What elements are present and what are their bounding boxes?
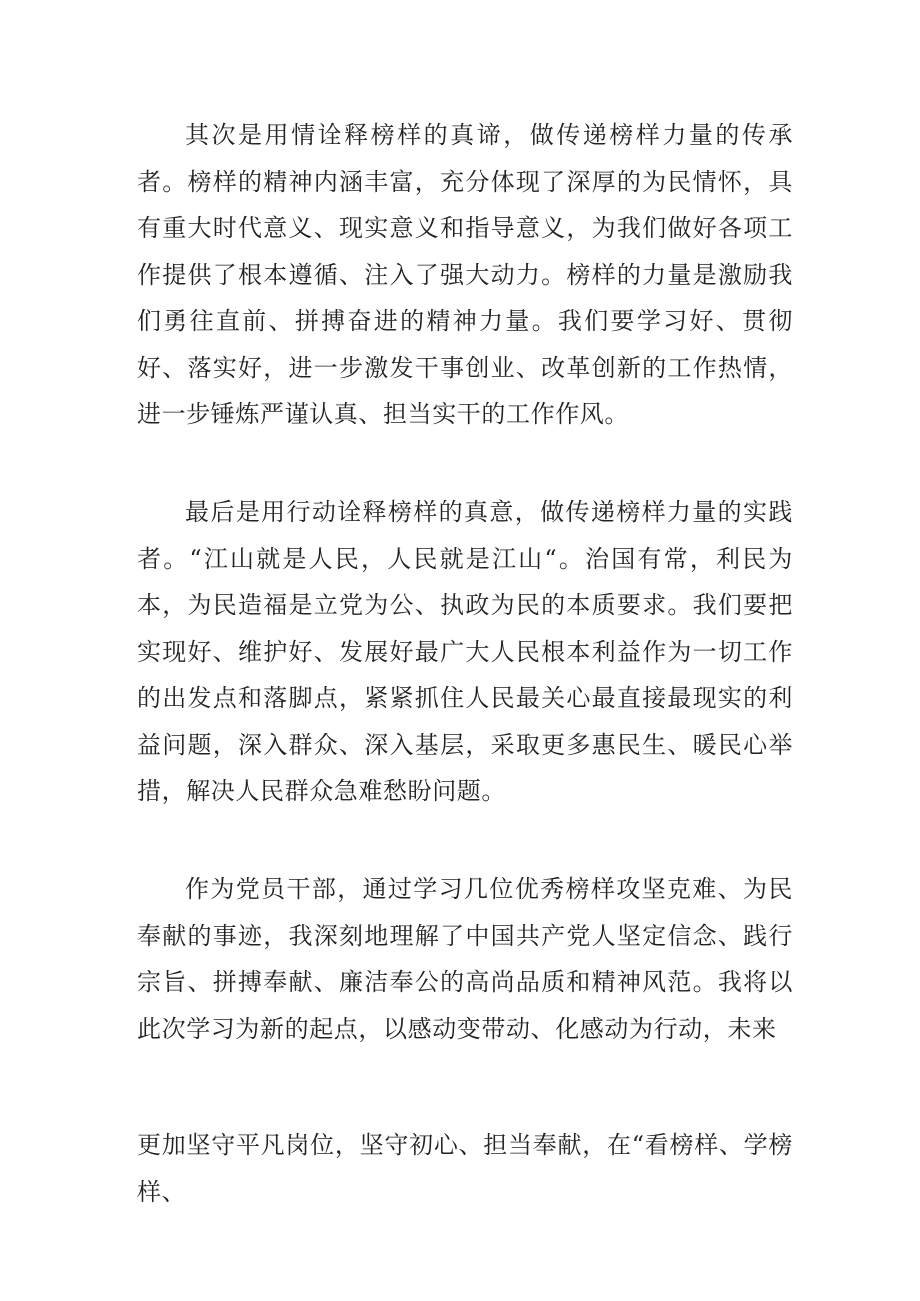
paragraph-continuation: 更加坚守平凡岗位，坚守初心、担当奉献，在“看榜样、学榜样、	[137, 1131, 793, 1206]
paragraph-party-member-reflection: 作为党员干部，通过学习几位优秀榜样攻坚克难、为民奉献的事迹，我深刻地理解了中国共产党人坚定信念、践行宗旨、拼搏奉献、廉洁奉公的高尚品质和精神风范。我将以此次学习为新的起点，以感动变带动、化感动为行动，未来	[137, 875, 793, 1043]
paragraph-example-inheritor: 其次是用情诠释榜样的真谛，做传递榜样力量的传承者。榜样的精神内涵丰富，充分体现了深厚的为民情怀，具有重大时代意义、现实意义和指导意义，为我们做好各项工作提供了根本遵循、注入了强大动力。榜样的力量是激励我们勇往直前、拼搏奋进的精神力量。我们要学习好、贯彻好、落实好，进一步激发干事创业、改革创新的工作热情，进一步锤炼严谨认真、担当实干的工作作风。	[137, 121, 793, 428]
paragraph-example-practitioner: 最后是用行动诠释榜样的真意，做传递榜样力量的实践者。“江山就是人民，人民就是江山“。治国有常，利民为本，为民造福是立党为公、执政为民的本质要求。我们要把实现好、维护好、发展好最广大人民根本利益作为一切工作的出发点和落脚点，紧紧抓住人民最关心最直接最现实的利益问题，深入群众、深入基层，采取更多惠民生、暖民心举措，解决人民群众急难愁盼问题。	[137, 498, 793, 805]
